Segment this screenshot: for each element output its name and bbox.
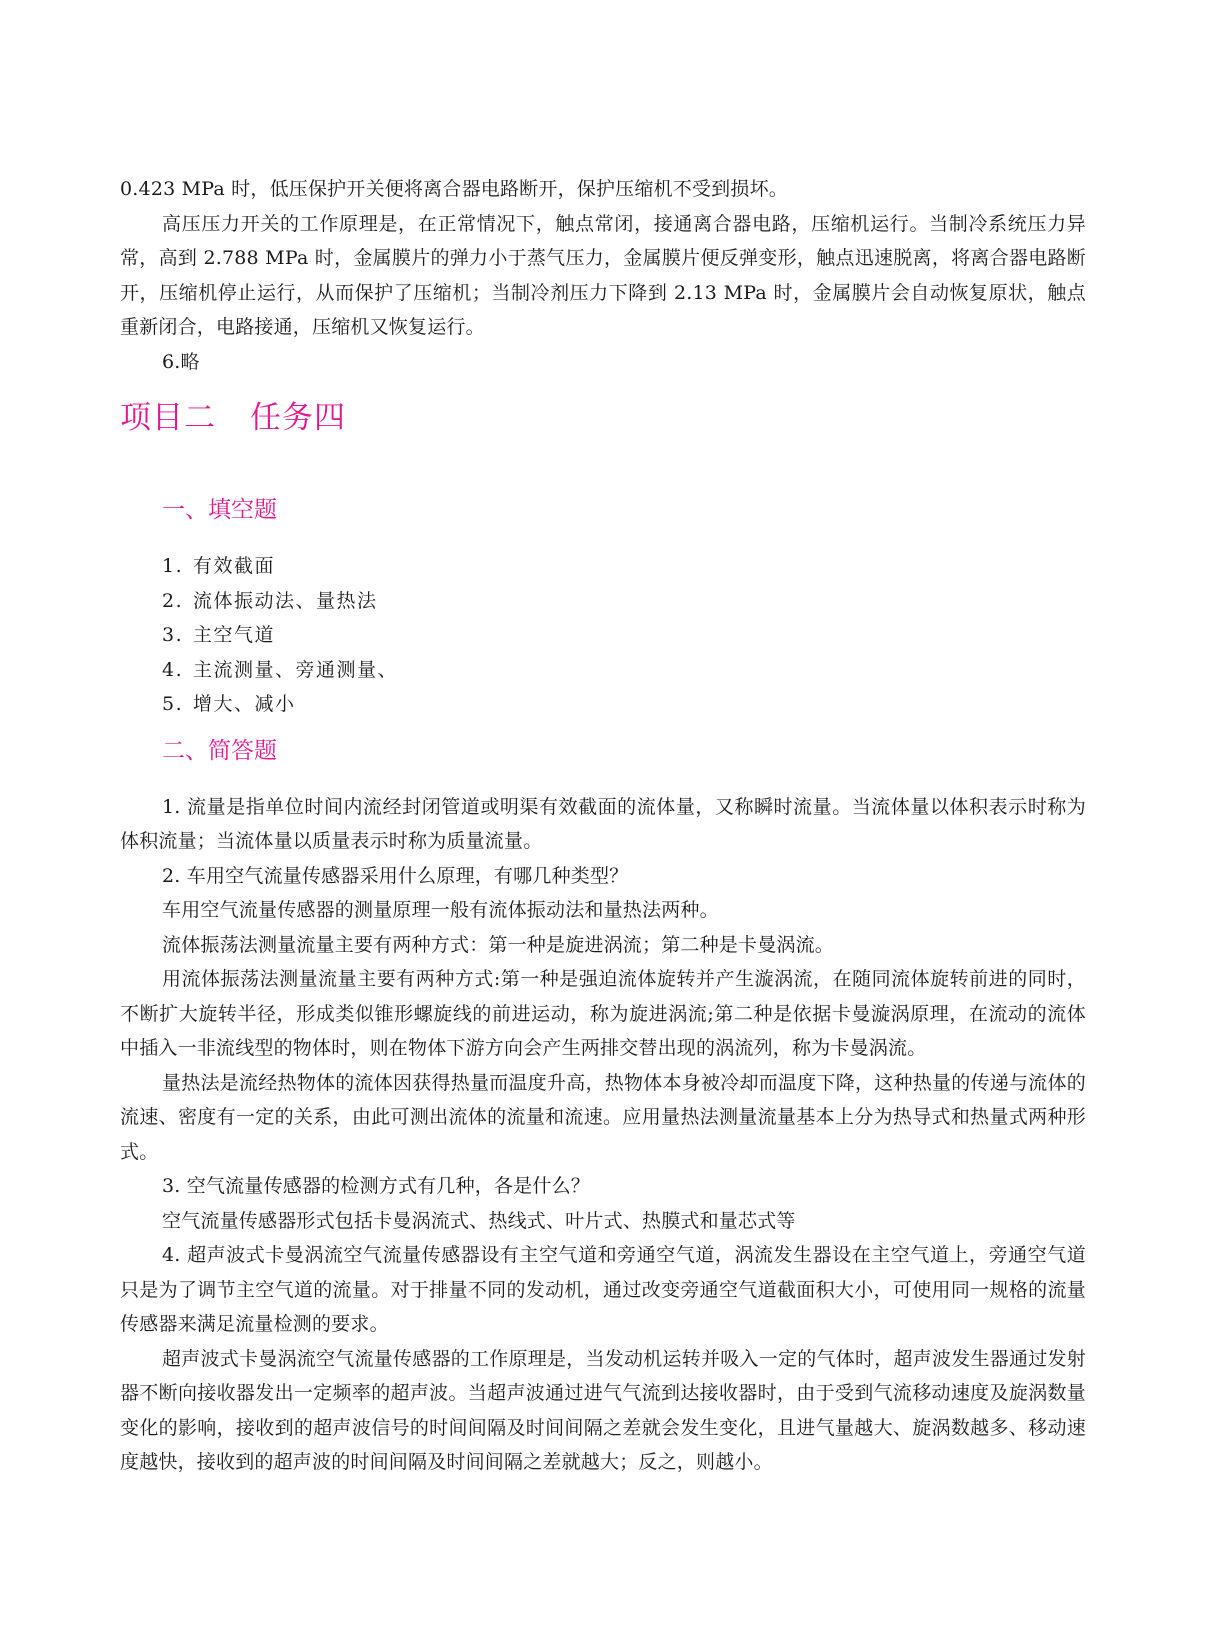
item-number: 5. — [162, 693, 184, 715]
list-item — [162, 549, 1086, 584]
answer-paragraph: 3. 空气流量传感器的检测方式有几种，各是什么？ — [162, 1175, 590, 1197]
intro-paragraph-continued: 0.423 MPa 时，低压保护开关便将离合器电路断开，保护压缩机不受到损坏。 — [120, 178, 788, 200]
answer-paragraph: 流体振荡法测量流量主要有两种方式：第一种是旋进涡流；第二种是卡曼涡流。 — [162, 933, 835, 956]
heading-task: 任务四 — [250, 400, 346, 436]
answer-paragraph: 4. 超声波式卡曼涡流空气流量传感器设有主空气道和旁通空气道，涡流发生器设在主空气道上，旁通空气道只是为了调节主空气道的流量。对于排量不同的发动机，通过改变旁通空气道截面积大小，可使用同一规格的流量传感器来满足流量检测的要求。 — [120, 1244, 1086, 1335]
intro-paragraph-high-pressure: 高压压力开关的工作原理是，在正常情况下，触点常闭，接通离合器电路，压缩机运行。当制冷系统压力异常，高到 2.788 MPa 时，金属膜片的弹力小于蒸气压力，金属膜片便反弹变形，触点迅速脱离，将离合器电路断开，压缩机停止运行，从而保护了压缩机；当制冷剂压力下降到 2.13 MPa 时，金属膜片会自动恢复原状，触点重新闭合，电路接通，压缩机又恢复运行。 — [120, 212, 1086, 338]
answer-paragraph: 用流体振荡法测量流量主要有两种方式:第一种是强迫流体旋转并产生漩涡流，在随同流体旋转前进的同时，不断扩大旋转半径，形成类似锥形螺旋线的前进运动，称为旋进涡流;第二种是依据卡曼漩涡原理，在流动的流体中插入一非流线型的物体时，则在物体下游方向会产生两排交替出现的涡流列，称为卡曼涡流。 — [120, 968, 1086, 1059]
list-item — [162, 653, 1086, 688]
intro-item-6: 6.略 — [162, 350, 200, 373]
fill-in-blank-title: 一、填空题 — [162, 497, 277, 523]
fill-in-blank-list — [120, 549, 1086, 722]
item-number: 2. — [162, 589, 184, 612]
item-text: 有效截面 — [193, 555, 276, 577]
heading-project: 项目二 — [120, 400, 216, 436]
list-item — [162, 618, 1086, 653]
item-text: 流体振动法、量热法 — [193, 589, 378, 612]
answer-paragraph: 量热法是流经热物体的流体因获得热量而温度升高，热物体本身被冷却而温度下降，这种热量的传递与流体的流速、密度有一定的关系，由此可测出流体的流量和流速。应用量热法测量流量基本上分为热导式和热量式两种形式。 — [120, 1071, 1086, 1163]
list-item — [162, 584, 1086, 619]
item-number: 3. — [162, 624, 184, 646]
list-item — [162, 687, 1086, 722]
answer-paragraph: 超声波式卡曼涡流空气流量传感器的工作原理是，当发动机运转并吸入一定的气体时，超声波发生器通过发射器不断向接收器发出一定频率的超声波。当超声波通过进气气流到达接收器时，由于受到气流移动速度及旋涡数量变化的影响，接收到的超声波信号的时间间隔及时间间隔之差就会发生变化，且进气量越大、旋涡数越多、移动速度越快，接收到的超声波的时间间隔及时间间隔之差就越大；反之，则越小。 — [120, 1347, 1086, 1473]
answer-paragraph: 空气流量传感器形式包括卡曼涡流式、热线式、叶片式、热膜式和量芯式等 — [162, 1209, 796, 1232]
short-answer-title: 二、简答题 — [162, 737, 277, 764]
item-text: 主空气道 — [193, 624, 276, 646]
item-text: 主流测量、旁通测量、 — [193, 658, 399, 681]
answer-paragraph: 1. 流量是指单位时间内流经封闭管道或明渠有效截面的流体量，又称瞬时流量。当流体量以体积表示时称为体积流量；当流体量以质量表示时称为质量流量。 — [120, 795, 1086, 852]
page-content — [120, 172, 1086, 1480]
answer-paragraph: 车用空气流量传感器的测量原理一般有流体振动法和量热法两种。 — [162, 899, 719, 921]
item-number: 4. — [162, 658, 184, 681]
item-number: 1. — [162, 555, 184, 577]
answer-paragraph: 2. 车用空气流量传感器采用什么原理，有哪几种类型？ — [162, 864, 629, 887]
item-text: 增大、减小 — [193, 693, 296, 715]
section-heading — [120, 389, 1086, 447]
